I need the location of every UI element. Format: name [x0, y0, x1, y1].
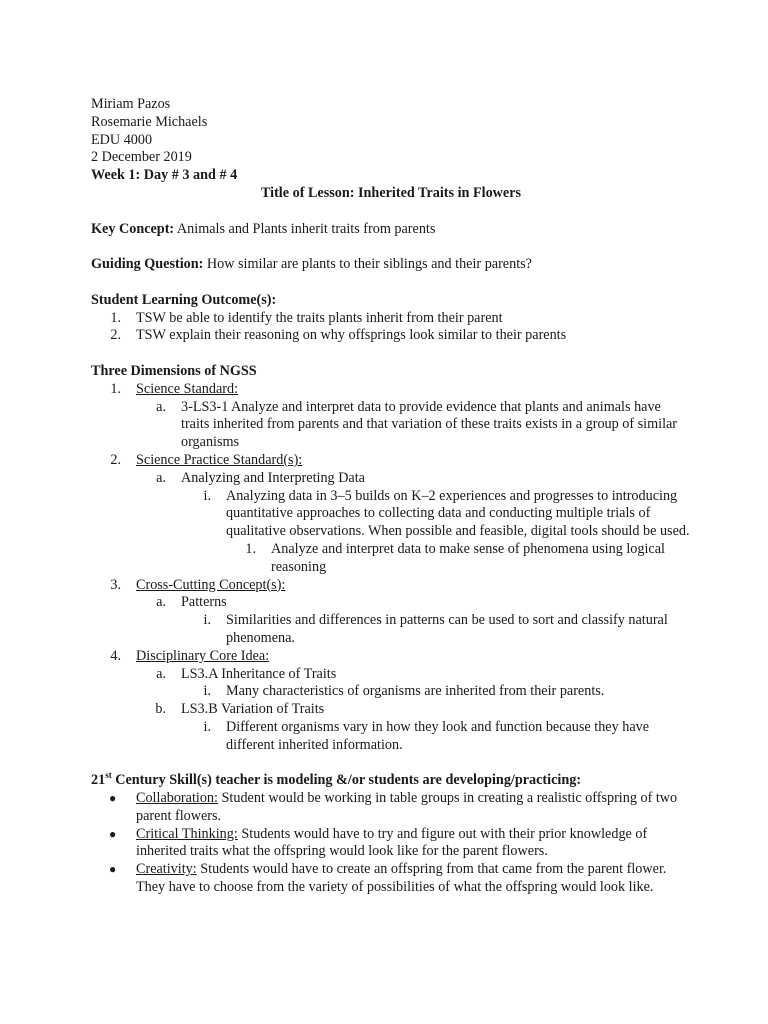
- list-item: [91, 470, 691, 488]
- outcome-text: TSW be able to identify the traits plants inherit from their parent: [136, 309, 503, 326]
- practice-detail: Analyzing data in 3–5 builds on K–2 experiences and progresses to introducing quantitative approaches to collecting data and conducting multiple trials of qualitative observations. When possible and feasible, digital tools should be used.: [226, 487, 690, 540]
- core-idea-title: Disciplinary Core Idea:: [136, 647, 270, 664]
- list-item: [91, 666, 691, 684]
- list-marker: i.: [203, 718, 211, 735]
- list-item: [91, 488, 691, 541]
- skills-heading-suffix: st: [105, 770, 112, 781]
- outcomes-list: [91, 310, 691, 346]
- guiding-question: [91, 256, 691, 274]
- bullet-icon: ●: [109, 791, 117, 806]
- list-marker: 2.: [110, 327, 121, 344]
- core-idea-a: LS3.A Inheritance of Traits: [181, 665, 337, 682]
- list-item: [91, 648, 691, 666]
- week-day: Week 1: Day # 3 and # 4: [91, 167, 238, 184]
- standard-text: 3-LS3-1 Analyze and interpret data to provide evidence that plants and animals have traits inherited from parents and that variation of these traits exists in a group of similar organisms: [181, 398, 678, 451]
- list-marker: b.: [155, 701, 166, 718]
- outcome-text: TSW explain their reasoning on why offsprings look similar to their parents: [136, 327, 567, 344]
- science-standard-title: Science Standard:: [136, 380, 239, 397]
- guiding-question-label: Guiding Question:: [91, 256, 204, 273]
- ngss-list: [91, 381, 691, 755]
- lesson-title: Title of Lesson: Inherited Traits in Flowers: [260, 184, 522, 201]
- practice-text: Analyzing and Interpreting Data: [181, 469, 365, 486]
- list-item: [91, 826, 691, 862]
- ngss-heading: Three Dimensions of NGSS: [91, 362, 257, 379]
- crosscutting-title: Cross-Cutting Concept(s):: [136, 576, 286, 593]
- author-name-2: Rosemarie Michaels: [91, 113, 208, 130]
- skill-label: Collaboration:: [136, 790, 218, 807]
- list-item: [91, 452, 691, 470]
- list-item: [91, 327, 691, 345]
- author-name-1: Miriam Pazos: [91, 96, 171, 112]
- list-item: [91, 399, 691, 452]
- document-body: [91, 96, 691, 897]
- key-concept-label: Key Concept:: [91, 220, 175, 237]
- crosscutting-detail: Similarities and differences in patterns can be used to sort and classify natural phenomena.: [226, 612, 668, 646]
- list-item: [91, 577, 691, 595]
- skills-heading: [91, 772, 691, 790]
- practice-subdetail: Analyze and interpret data to make sense of phenomena using logical reasoning: [271, 540, 665, 575]
- date: 2 December 2019: [91, 149, 192, 166]
- list-item: [91, 381, 691, 399]
- key-concept: [91, 221, 691, 239]
- list-marker: i.: [203, 612, 211, 629]
- list-item: [91, 594, 691, 612]
- list-marker: 1.: [110, 380, 121, 397]
- list-item: [91, 683, 691, 701]
- list-marker: a.: [156, 665, 166, 682]
- list-marker: a.: [156, 594, 166, 611]
- course-code: EDU 4000: [91, 131, 153, 148]
- outcomes-heading: Student Learning Outcome(s):: [91, 291, 277, 308]
- list-item: [91, 861, 691, 897]
- skill-text: Student would be working in table groups in creating a realistic offspring of two parent flowers.: [136, 790, 678, 824]
- core-idea-a-detail: Many characteristics of organisms are inherited from their parents.: [226, 683, 605, 700]
- bullet-icon: ●: [109, 826, 117, 841]
- list-item: [91, 719, 691, 755]
- list-marker: a.: [156, 398, 166, 415]
- list-marker: i.: [203, 683, 211, 700]
- list-marker: 1.: [245, 540, 256, 557]
- skill-text: Students would have to create an offspring from that came from the parent flower. They have to choose from the variety of possibilities of what the offspring would look like.: [136, 861, 667, 896]
- list-marker: i.: [203, 487, 211, 504]
- practice-standard-title: Science Practice Standard(s):: [136, 451, 303, 468]
- core-idea-b: LS3.B Variation of Traits: [181, 701, 325, 718]
- list-item: [91, 541, 691, 577]
- list-item: [91, 612, 691, 648]
- guiding-question-text: How similar are plants to their siblings and their parents?: [206, 256, 532, 273]
- skill-label: Creativity:: [136, 861, 197, 878]
- list-marker: 2.: [110, 451, 121, 468]
- skill-text: Students would have to try and figure out with their prior knowledge of inherited traits what the offspring would look like for the parent flowers.: [136, 825, 648, 860]
- skill-label: Critical Thinking:: [136, 825, 238, 842]
- list-marker: 1.: [110, 309, 121, 326]
- key-concept-text: Animals and Plants inherit traits from parents: [176, 220, 436, 237]
- bullet-icon: ●: [109, 862, 117, 877]
- skills-list: [91, 790, 691, 897]
- list-marker: a.: [156, 469, 166, 486]
- crosscutting-text: Patterns: [181, 594, 227, 611]
- skills-heading-number: 21: [91, 772, 106, 789]
- list-marker: 3.: [110, 576, 121, 593]
- list-item: [91, 790, 691, 826]
- list-marker: 4.: [110, 647, 121, 664]
- list-item: [91, 701, 691, 719]
- core-idea-b-detail: Different organisms vary in how they look and function because they have different inherited information.: [226, 718, 650, 753]
- list-item: [91, 310, 691, 328]
- skills-heading-text: Century Skill(s) teacher is modeling &/or students are developing/practicing:: [111, 772, 582, 789]
